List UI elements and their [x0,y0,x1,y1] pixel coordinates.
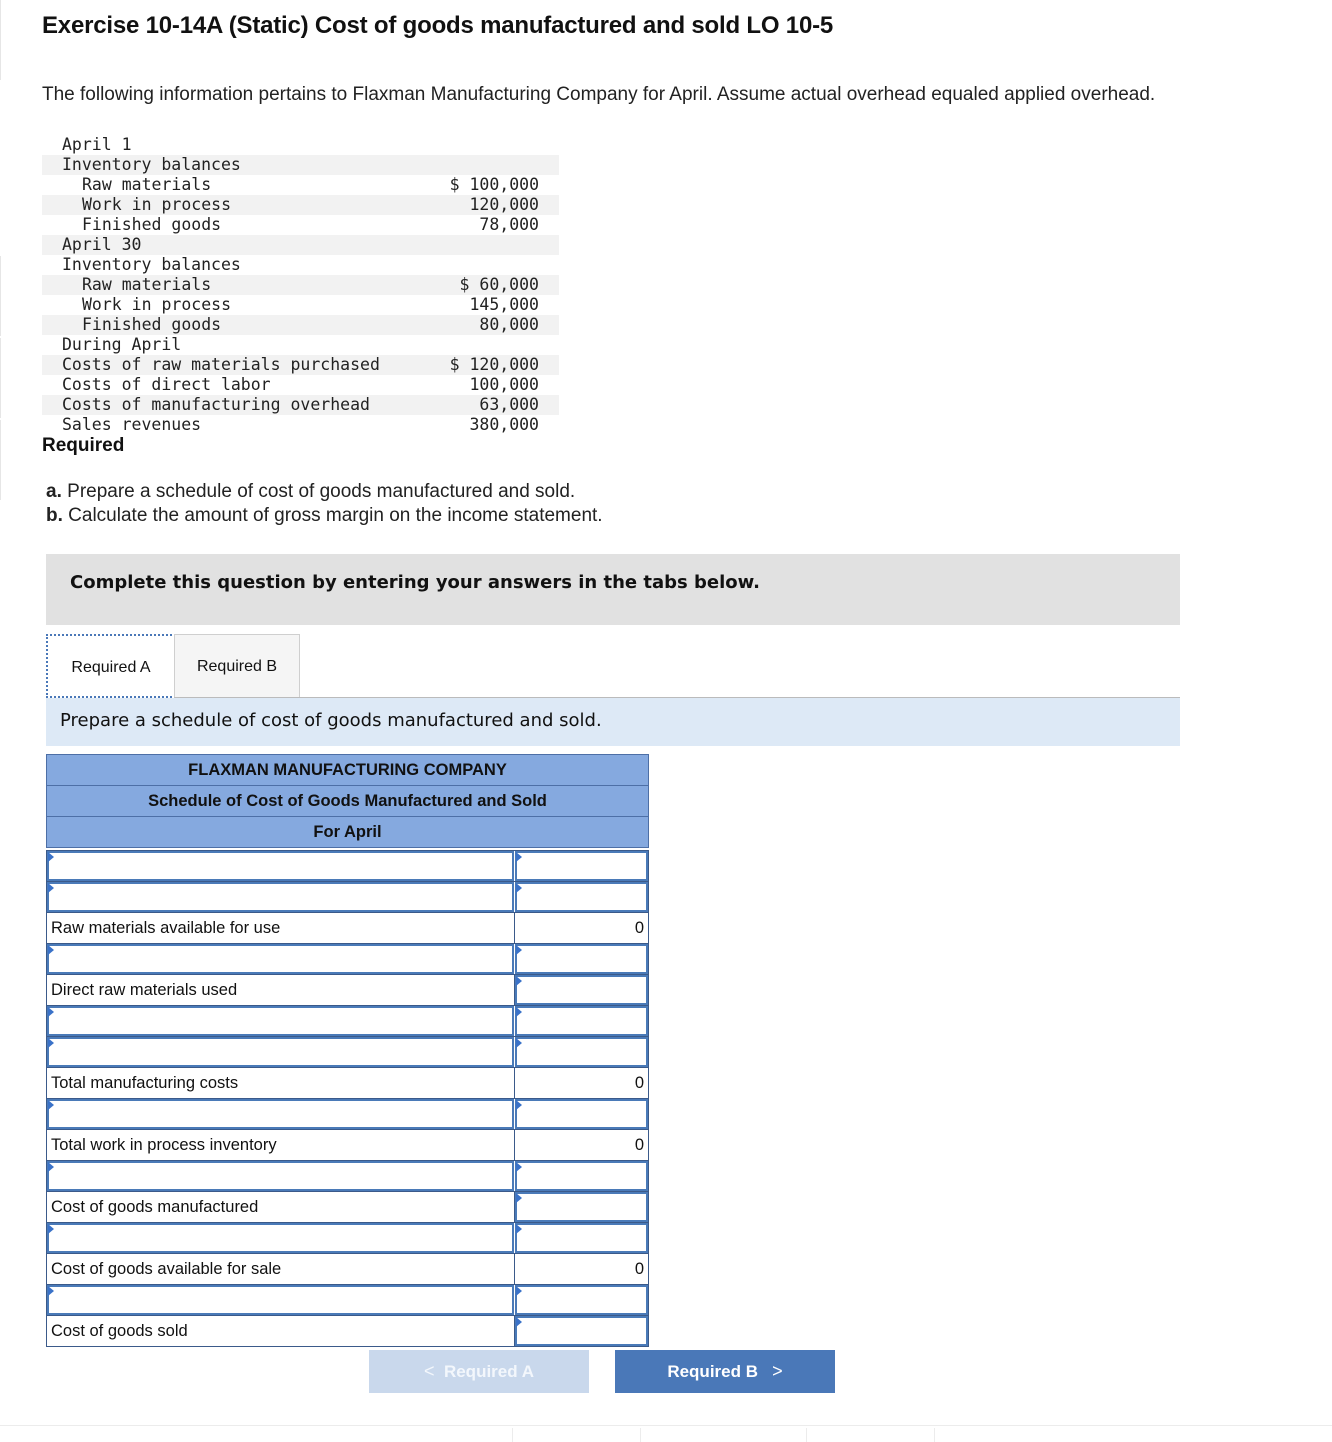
amount-field[interactable] [517,1039,646,1065]
given-row [42,235,559,255]
computed-total-cell [515,1068,648,1098]
required-heading: Required [42,435,125,456]
given-row [42,135,559,155]
account-field[interactable] [49,1287,512,1313]
total-label: Cost of goods available for sale [51,1260,282,1278]
footer-line [0,1425,1332,1426]
dropdown-marker-icon [516,1224,522,1234]
total-label: Total manufacturing costs [51,1074,239,1092]
schedule-period: For April [46,816,649,848]
footer-separator [934,1428,935,1442]
given-row [42,155,559,175]
computed-total: 0 [634,1136,644,1154]
total-label: Cost of goods manufactured [51,1198,259,1216]
amount-field[interactable] [517,1225,646,1251]
schedule-company: FLAXMAN MANUFACTURING COMPANY [46,754,649,785]
amount-field[interactable] [517,884,646,910]
dropdown-marker-icon [48,1100,54,1110]
given-label: Finished goods [82,215,222,234]
amount-input[interactable] [515,1192,648,1222]
left-edge-frame [0,338,4,418]
amount-field[interactable] [517,946,646,972]
schedule-input-row [46,850,649,881]
left-edge-frame [0,0,4,80]
given-label: Work in process [82,195,232,214]
amount-field[interactable] [517,1194,646,1220]
dropdown-marker-icon [516,1007,522,1017]
given-label: Work in process [82,295,232,314]
given-label: Raw materials [82,175,212,194]
dropdown-marker-icon [48,1286,54,1296]
total-label-cell [47,1130,515,1160]
given-row [42,335,559,355]
required-parts [46,480,603,528]
prev-button-label: Required A [443,1362,534,1381]
schedule-input-row [46,943,649,974]
total-label: Direct raw materials used [51,981,238,999]
schedule-total-row [46,1129,649,1160]
given-label: Raw materials [82,275,212,294]
dropdown-marker-icon [516,1100,522,1110]
schedule-input-row [46,1284,649,1315]
computed-total-cell [515,1130,648,1160]
amount-input[interactable] [515,1285,648,1315]
given-label: Finished goods [82,315,222,334]
amount-field[interactable] [517,977,646,1003]
account-select[interactable] [47,1161,514,1191]
account-field[interactable] [49,1163,512,1189]
dropdown-marker-icon [516,852,522,862]
account-field[interactable] [49,1008,512,1034]
total-label-cell [47,913,515,943]
amount-field[interactable] [517,1101,646,1127]
schedule-total-row [46,912,649,943]
total-label-cell [47,1316,515,1346]
schedule-input-row [46,1222,649,1253]
amount-input[interactable] [515,1161,648,1191]
account-field[interactable] [49,853,512,879]
account-select[interactable] [47,1006,514,1036]
schedule-input-row [46,1036,649,1067]
given-value: 63,000 [479,395,539,414]
amount-field[interactable] [517,1287,646,1313]
schedule-input-row [46,1098,649,1129]
amount-input[interactable] [515,851,648,881]
schedule-input-row [46,1005,649,1036]
total-label-cell [47,1192,515,1222]
amount-field[interactable] [517,1318,646,1344]
given-row [42,295,559,315]
dropdown-marker-icon [48,1162,54,1172]
schedule-name: Schedule of Cost of Goods Manufactured and Sold [46,785,649,816]
next-button-label: Required B [667,1362,758,1381]
given-label: Costs of raw materials purchased [62,355,380,374]
instruction-text: Prepare a schedule of cost of goods manufactured and sold. [60,710,602,731]
account-select[interactable] [47,851,514,881]
total-label-cell [47,975,515,1005]
dropdown-marker-icon [516,1317,522,1327]
amount-input[interactable] [515,1316,648,1346]
given-row [42,255,559,275]
dropdown-marker-icon [48,1224,54,1234]
account-select[interactable] [47,1223,514,1253]
amount-input[interactable] [515,882,648,912]
amount-input[interactable] [515,1037,648,1067]
given-value: 78,000 [479,215,539,234]
given-label: Inventory balances [62,255,241,274]
dropdown-marker-icon [516,1193,522,1203]
given-row [42,175,559,195]
computed-total-cell [515,1254,648,1284]
schedule-input-row [46,1160,649,1191]
dropdown-marker-icon [48,945,54,955]
schedule-total-row [46,1315,649,1347]
given-value: $ 120,000 [449,355,539,374]
chevron-right-icon: > [772,1361,783,1381]
given-row [42,395,559,415]
amount-input[interactable] [515,1223,648,1253]
dropdown-marker-icon [516,1038,522,1048]
tab-instruction [46,698,1180,746]
given-label: April 30 [62,235,142,254]
tab-required-b[interactable]: Required B [174,634,300,698]
dropdown-marker-icon [48,883,54,893]
footer-separator [806,1428,807,1442]
schedule-table [46,754,649,1347]
dropdown-marker-icon [516,883,522,893]
account-field[interactable] [49,1225,512,1251]
amount-field[interactable] [517,853,646,879]
account-select[interactable] [47,1037,514,1067]
given-value: 120,000 [469,195,539,214]
given-value: $ 100,000 [449,175,539,194]
footer-separator [640,1428,641,1442]
intro-text: The following information pertains to Flaxman Manufacturing Company for April. Assume actual overhead equaled applied overhead. [42,84,1156,105]
given-value: 100,000 [469,375,539,394]
total-label-cell [47,1254,515,1284]
prev-button[interactable] [369,1350,589,1393]
total-label: Cost of goods sold [51,1322,188,1340]
schedule-total-row [46,974,649,1005]
amount-input[interactable] [515,1099,648,1129]
amount-input[interactable] [515,975,648,1005]
given-label: During April [62,335,182,354]
given-row [42,355,559,375]
schedule-total-row [46,1067,649,1098]
given-label: Inventory balances [62,155,241,174]
dropdown-marker-icon [48,852,54,862]
dropdown-marker-icon [516,1162,522,1172]
amount-field[interactable] [517,1008,646,1034]
given-value: 80,000 [479,315,539,334]
account-select[interactable] [47,944,514,974]
given-data-table [42,135,559,435]
account-field[interactable] [49,1101,512,1127]
computed-total: 0 [634,1074,644,1092]
given-value: $ 60,000 [459,275,539,294]
dropdown-marker-icon [48,1038,54,1048]
given-label: Costs of direct labor [62,375,271,394]
given-label: Costs of manufacturing overhead [62,395,370,414]
account-field[interactable] [49,1039,512,1065]
amount-input[interactable] [515,944,648,974]
dropdown-marker-icon [516,976,522,986]
dropdown-marker-icon [516,1286,522,1296]
schedule-total-row [46,1253,649,1284]
chevron-left-icon: < [423,1361,435,1381]
dropdown-marker-icon [516,945,522,955]
account-select[interactable] [47,1099,514,1129]
next-button[interactable] [615,1350,835,1393]
footer-separator [512,1428,513,1442]
total-label: Total work in process inventory [51,1136,277,1154]
account-field[interactable] [49,884,512,910]
given-label: Sales revenues [62,415,202,434]
given-label: April 1 [62,135,132,154]
computed-total: 0 [634,919,644,937]
part-b: b. Calculate the amount of gross margin on the income statement. [46,505,603,526]
given-row [42,375,559,395]
given-value: 380,000 [469,415,539,434]
given-row [42,275,559,295]
exercise-title: Exercise 10-14A (Static) Cost of goods manufactured and sold LO 10-5 [42,12,834,39]
left-edge-frame [0,420,4,500]
given-row [42,315,559,335]
schedule-rows [46,850,649,1347]
left-edge-frame [0,256,4,336]
amount-field[interactable] [517,1163,646,1189]
dropdown-marker-icon [48,1007,54,1017]
given-row [42,215,559,235]
amount-input[interactable] [515,1006,648,1036]
total-label: Raw materials available for use [51,919,281,937]
computed-total: 0 [634,1260,644,1278]
schedule-total-row [46,1191,649,1222]
given-row [42,415,559,435]
part-a: a. Prepare a schedule of cost of goods manufactured and sold. [46,481,576,502]
instructions-banner [46,554,1180,625]
total-label-cell [47,1068,515,1098]
account-select[interactable] [47,882,514,912]
schedule-input-row [46,881,649,912]
given-row [42,195,559,215]
computed-total-cell [515,913,648,943]
banner-text: Complete this question by entering your answers in the tabs below. [70,572,760,593]
tab-required-a[interactable]: Required A [46,634,176,698]
account-field[interactable] [49,946,512,972]
account-select[interactable] [47,1285,514,1315]
given-value: 145,000 [469,295,539,314]
